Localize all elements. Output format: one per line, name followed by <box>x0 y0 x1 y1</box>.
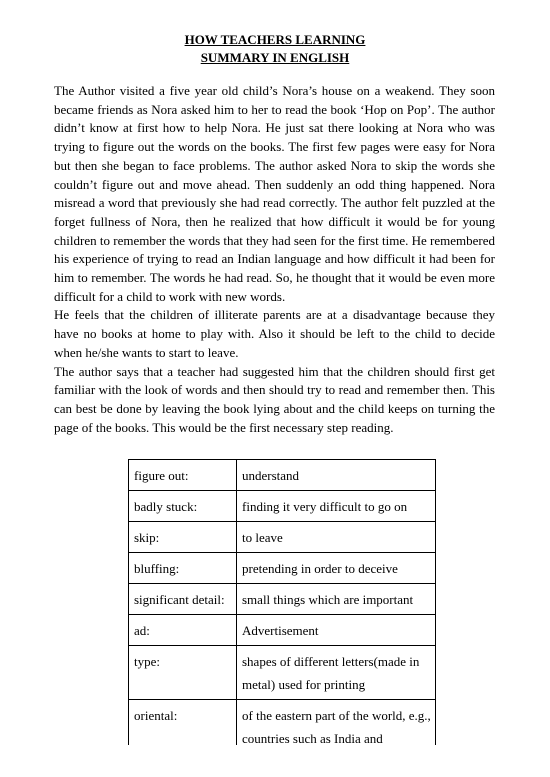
page-subtitle: SUMMARY IN ENGLISH <box>200 50 350 65</box>
table-row <box>129 553 436 584</box>
glossary-table <box>128 459 436 745</box>
table-row <box>129 491 436 522</box>
table-row <box>129 700 436 746</box>
table-row <box>129 646 436 700</box>
glossary-meaning: to leave <box>237 522 436 553</box>
glossary-meaning: pretending in order to deceive <box>237 553 436 584</box>
glossary-meaning: Advertisement <box>237 615 436 646</box>
glossary-meaning: finding it very difficult to go on <box>237 491 436 522</box>
table-row <box>129 615 436 646</box>
glossary-meaning: of the eastern part of the world, e.g., countries such as India and <box>237 700 436 746</box>
glossary-meaning: shapes of different letters(made in metal) used for printing <box>237 646 436 700</box>
page-title: HOW TEACHERS LEARNING <box>184 32 366 47</box>
glossary-term: ad: <box>129 615 237 646</box>
glossary-term: bluffing: <box>129 553 237 584</box>
glossary-meaning: small things which are important <box>237 584 436 615</box>
summary-paragraph: The Author visited a five year old child’s Nora’s house on a weakend. They soon became friends as Nora asked him to her to read the book ‘Hop on Pop’. The author didn’t know at first how to help Nora. He just sat there looking at Nora who was trying to figure out the words on the books. The first few pages were easy for Nora but then she began to face problems. The author asked Nora to skip the words she couldn’t figure out and move ahead. Then suddenly an odd thing happened. Nora misread a word that previously she had read correctly. The author felt puzzled at the forget fullness of Nora, then he realized that how difficult it would be for young children to remember the words that they had seen for the first time. He remembered his experience of trying to read an Indian language and how difficult it had been for him to remember. The words he had read. So, he thought that it would be even more difficult for a child to work with new words. <box>54 83 495 304</box>
glossary-term: figure out: <box>129 460 237 491</box>
glossary-term: oriental: <box>129 700 237 746</box>
glossary-term: significant detail: <box>129 584 237 615</box>
summary-paragraph: He feels that the children of illiterate parents are at a disadvantage because they have no books at home to play with. Also it should be left to the child to decide when he/she wants to start to leave. <box>54 307 495 360</box>
glossary-meaning: understand <box>237 460 436 491</box>
table-row <box>129 460 436 491</box>
table-row <box>129 584 436 615</box>
table-row <box>129 522 436 553</box>
summary-paragraph: The author says that a teacher had suggested him that the children should first get familiar with the look of words and then should try to read and remember then. This can best be done by leaving the book lying about and the child keeps on turning the page of the books. This would be the first necessary step reading. <box>54 363 495 435</box>
glossary-term: type: <box>129 646 237 700</box>
glossary-term: badly stuck: <box>129 491 237 522</box>
glossary-term: skip: <box>129 522 237 553</box>
